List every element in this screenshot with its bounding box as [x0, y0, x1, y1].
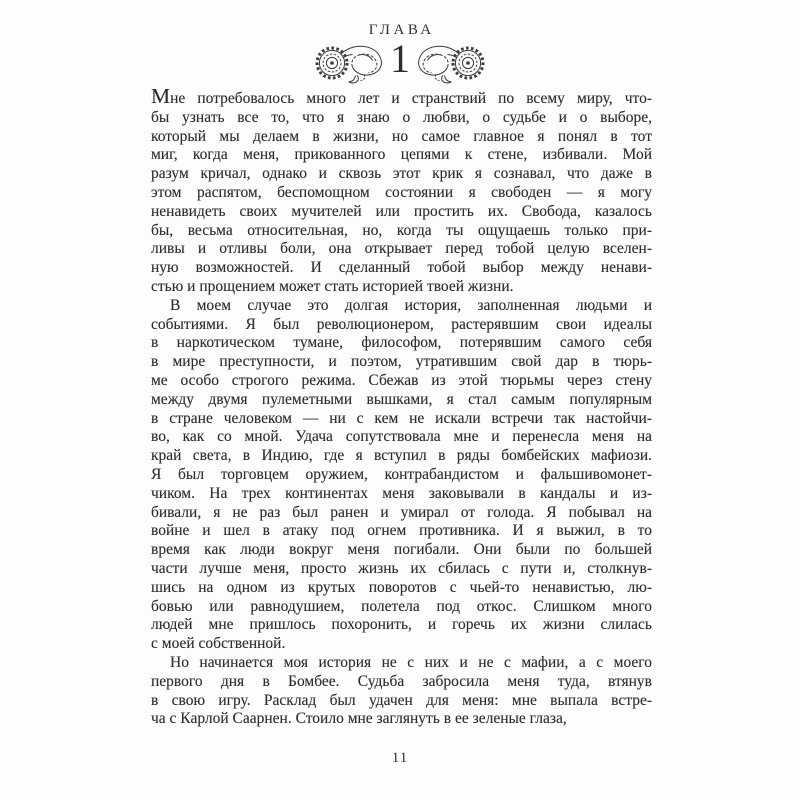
text-line: миг, когда меня, прикованного цепями к стене, избивали. Мой [151, 146, 652, 164]
text-line: чиком. На трех континентах меня заковывали в кандалы и из- [151, 484, 652, 502]
text-line: ливы и отливы боли, она открывает перед тобой целую вселен- [151, 240, 652, 258]
paisley-rosette-right-icon [412, 37, 488, 85]
chapter-header [0, 22, 800, 85]
text-line: стью и прощением может стать историей твоей жизни. [151, 277, 514, 295]
chapter-label: ГЛАВА [368, 22, 435, 38]
text-line: время как люди вокруг меня погибали. Они были по большей [151, 541, 652, 559]
text-line: бивали, я не раз был ранен и умирал от голода. Я побывал на [151, 503, 652, 521]
text-line: Но начинается моя история не с них и не с мафии, а с моего [170, 653, 652, 671]
text-line: который мы делаем в жизни, но самое главное я понял в тот [151, 127, 652, 145]
text-line: людей мне пришлось похоронить, и горечь их жизни слилась [151, 616, 652, 634]
text-line: в мире преступности, и поэтом, утратившим свой дар в тюрь- [151, 353, 652, 371]
text-line: разум кричал, однако и сквозь этот крик я сознавал, что даже в [151, 165, 652, 183]
text-line: этом распятом, беспомощном состоянии я свободен — я могу [151, 183, 652, 201]
text-line: между двумя пулеметными вышками, я стал самым популярным [151, 390, 652, 408]
text-line: в стране человеком — ни с кем не искали встречи так настойчи- [151, 409, 652, 427]
chapter-ornament-row [0, 37, 800, 85]
text-line: в свою игру. Расклад был удачен для меня: мне выпала встре- [151, 691, 652, 709]
text-line: части лучше меня, просто жизнь их сбилась с пути и, столкнув- [151, 559, 652, 577]
text-line: шись на одном из крутых поворотов с чьей-то ненавистью, лю- [151, 578, 652, 596]
page-number: 11 [391, 750, 409, 766]
text-line: В моем случае это долгая история, заполненная людьми и [170, 296, 652, 314]
text-line: ме особо строгого режима. Сбежав из этой тюрьмы через стену [151, 371, 652, 389]
text-line: во, как со мной. Удача сопутствовала мне и перенесла меня на [151, 428, 652, 446]
text-line: в наркотическом тумане, философом, потерявшим самого себя [151, 334, 652, 352]
text-line: Мне потребовалось много лет и странствий по всему миру, что- [151, 84, 652, 108]
text-line: ча с Карлой Саарнен. Стоило мне заглянуть в ее зеленые глаза, [151, 710, 567, 728]
text-line: ненавидеть своих мучителей или простить их. Свобода, казалось [151, 202, 652, 220]
chapter-number: 1 [390, 36, 410, 81]
text-line: бовью или равнодушием, полетела под откос. Слишком много [151, 597, 652, 615]
text-line: войне и шел в атаку под огнем противника. И я выжил, в то [151, 522, 652, 540]
text-line: с моей собственной. [151, 635, 286, 653]
text-line: бы, весьма относительная, но, когда ты ощущаешь только при- [151, 221, 652, 239]
text-line: бы узнать все то, что я знаю о любви, о судьбе и о выборе, [151, 108, 652, 126]
text-line: первого дня в Бомбее. Судьба забросила меня туда, втянув [151, 672, 652, 690]
text-line: событиями. Я был революционером, растерявшим свои идеалы [151, 315, 652, 333]
initial-letter: М [151, 84, 171, 108]
text-line: ную возможностей. И сделанный тобой выбор между ненави- [151, 259, 652, 277]
text-line: Я был торговцем оружием, контрабандистом и фальшивомонет- [151, 465, 652, 483]
paisley-rosette-left-icon [312, 37, 388, 85]
chapter-text [151, 84, 652, 729]
text-line: край света, в Индию, где я вступил в ряды бомбейских мафиози. [151, 447, 652, 465]
